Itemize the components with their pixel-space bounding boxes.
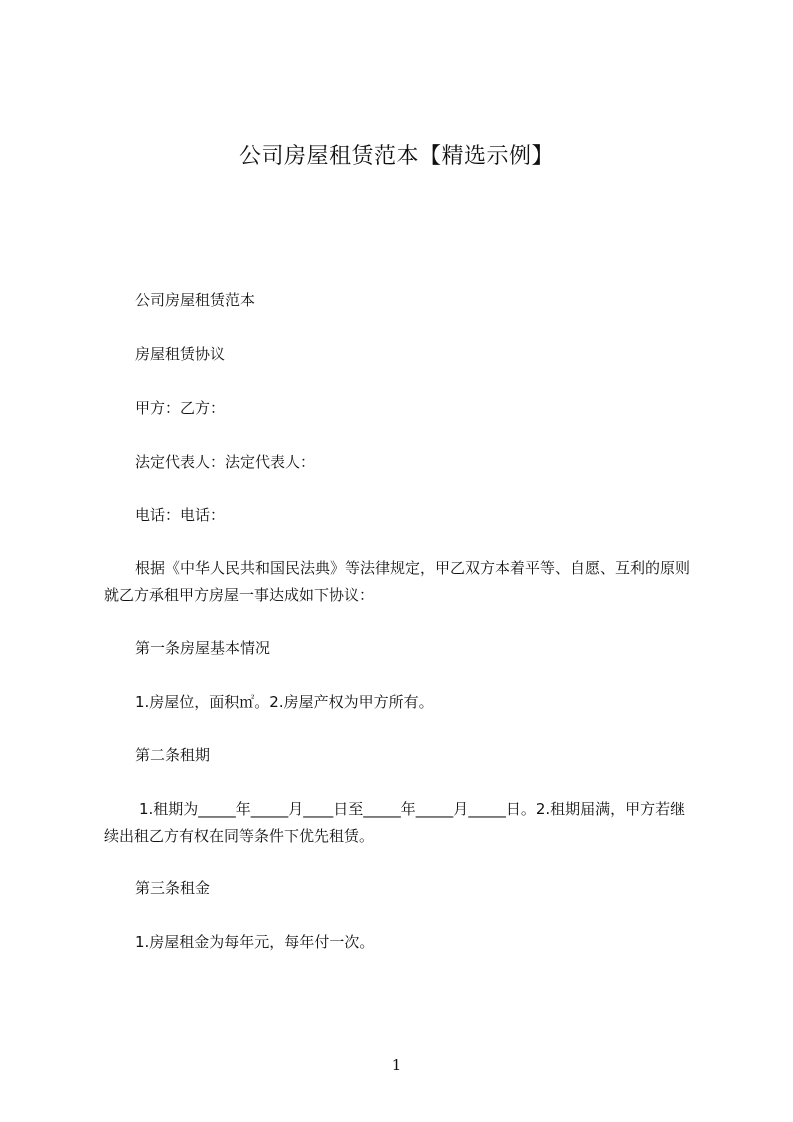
paragraph-article-1-heading: 第一条房屋基本情况 <box>135 639 271 657</box>
paragraph-heading: 公司房屋租赁范本 <box>135 291 256 309</box>
paragraph-legal-representative: 法定代表人：法定代表人： <box>135 453 316 471</box>
paragraph-preamble: 根据《中华人民共和国民法典》等法律规定，甲乙双方本着平等、自愿、互利的原则就乙方承租甲方房屋一事达成如下协议： <box>104 559 691 604</box>
paragraph-article-3-heading: 第三条租金 <box>135 879 211 897</box>
paragraph-phone: 电话：电话： <box>135 506 226 524</box>
paragraph-article-3-body: 1.房屋租金为每年元，每年付一次。 <box>135 933 375 951</box>
paragraph-parties: 甲方：乙方： <box>135 399 226 417</box>
page-number: 1 <box>391 1056 402 1074</box>
paragraph-article-2-body: 1.租期为_____年_____月____日至_____年_____月_____日。2.租期届满，甲方若继续出租乙方有权在同等条件下优先租赁。 <box>104 800 686 845</box>
paragraph-agreement-title: 房屋租赁协议 <box>135 345 226 363</box>
paragraph-article-1-body: 1.房屋位，面积㎡。2.房屋产权为甲方所有。 <box>135 693 434 711</box>
document-title: 公司房屋租赁范本【精选示例】 <box>238 144 554 169</box>
paragraph-article-2-heading: 第二条租期 <box>135 746 211 764</box>
